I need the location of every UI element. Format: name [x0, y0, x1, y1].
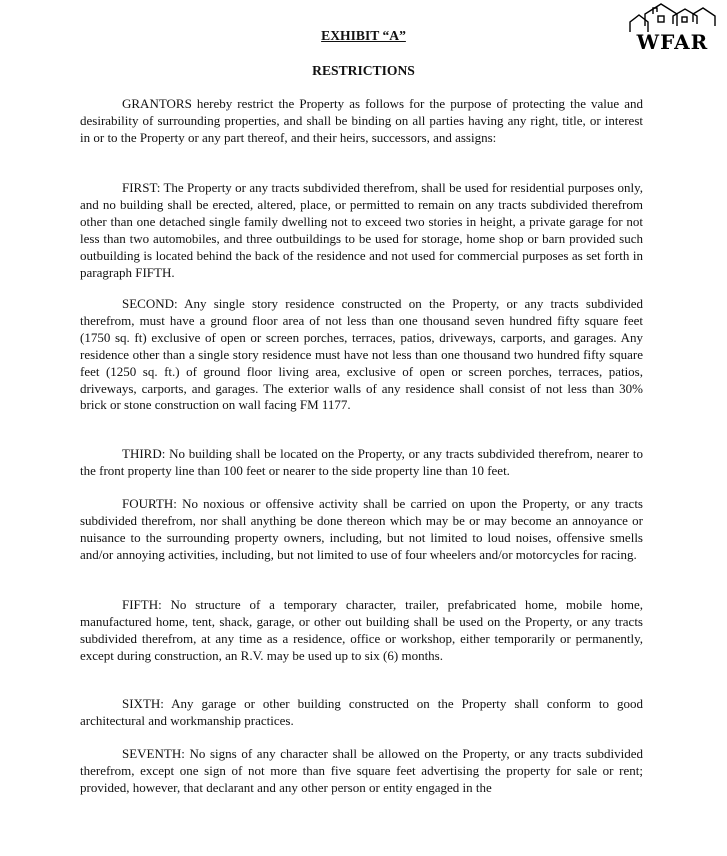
paragraph-fifth: FIFTH: No structure of a temporary character, trailer, prefabricated home, mobile home, manufactured home, tent, shack, garage, or other out building shall be used on the Property, or any tracts subdivided therefrom, at any time as a residence, office or workshop, either temporarily or permanently, except during construction, an R.V. may be used up to six (6) months. [80, 597, 643, 663]
paragraph-seventh: SEVENTH: No signs of any character shall be allowed on the Property, or any tracts subdivided therefrom, except one sign of not more than five square feet advertising the property for sale or rent; provided, however, that declarant and any other person or entity engaged in the [80, 746, 643, 795]
paragraph-third: THIRD: No building shall be located on the Property, or any tracts subdivided therefrom, nearer to the front property line than 100 feet or nearer to the side property line than 10 feet. [80, 446, 643, 478]
paragraph-sixth: SIXTH: Any garage or other building constructed on the Property shall conform to good architectural and workmanship practices. [80, 696, 643, 728]
logo-text: WFAR [636, 30, 709, 54]
paragraph-preamble: GRANTORS hereby restrict the Property as follows for the purpose of protecting the value and desirability of surrounding properties, and shall be binding on all parties having any right, title, or interest in or to the Property or any part thereof, and their heirs, successors, and assigns: [80, 96, 643, 145]
exhibit-title: EXHIBIT “A” [321, 28, 406, 43]
paragraph-fourth: FOURTH: No noxious or offensive activity shall be carried on upon the Property, or any tracts subdivided therefrom, nor shall anything be done thereon which may be or may become an annoyance or nuisance to the surrounding property owners, including, but not limited to loud noises, offensive smells and/or annoying activities, including, but not limited to use of four wheelers and/or motorcycles for racing. [80, 496, 643, 562]
paragraph-first: FIRST: The Property or any tracts subdivided therefrom, shall be used for residential purposes only, and no building shall be erected, altered, place, or permitted to remain on any tracts subdivided therefrom other than one detached single family dwelling not to exceed two stories in height, a private garage for not less than two automobiles, and three outbuildings to be used for storage, home shop or barn provided such outbuilding is located behind the back of the residence and not used for commercial purposes as set forth in paragraph FIFTH. [80, 180, 643, 280]
restrictions-heading: RESTRICTIONS [312, 63, 415, 78]
paragraph-second: SECOND: Any single story residence constructed on the Property, or any tracts subdivided therefrom, must have a ground floor area of not less than one thousand seven hundred fifty square feet (1750 sq. ft) exclusive of open or screen porches, terraces, patios, driveways, carports, and garages. Any residence other than a single story residence must have not less than one thousand two hundred fifty square feet (1250 sq. ft.) of ground floor living area, exclusive of open or screen porches, terraces, patios, driveways, carports, and garages. The exterior walls of any residence shall consist of not less than 30% brick or stone construction on wall facing FM 1177. [80, 296, 643, 413]
